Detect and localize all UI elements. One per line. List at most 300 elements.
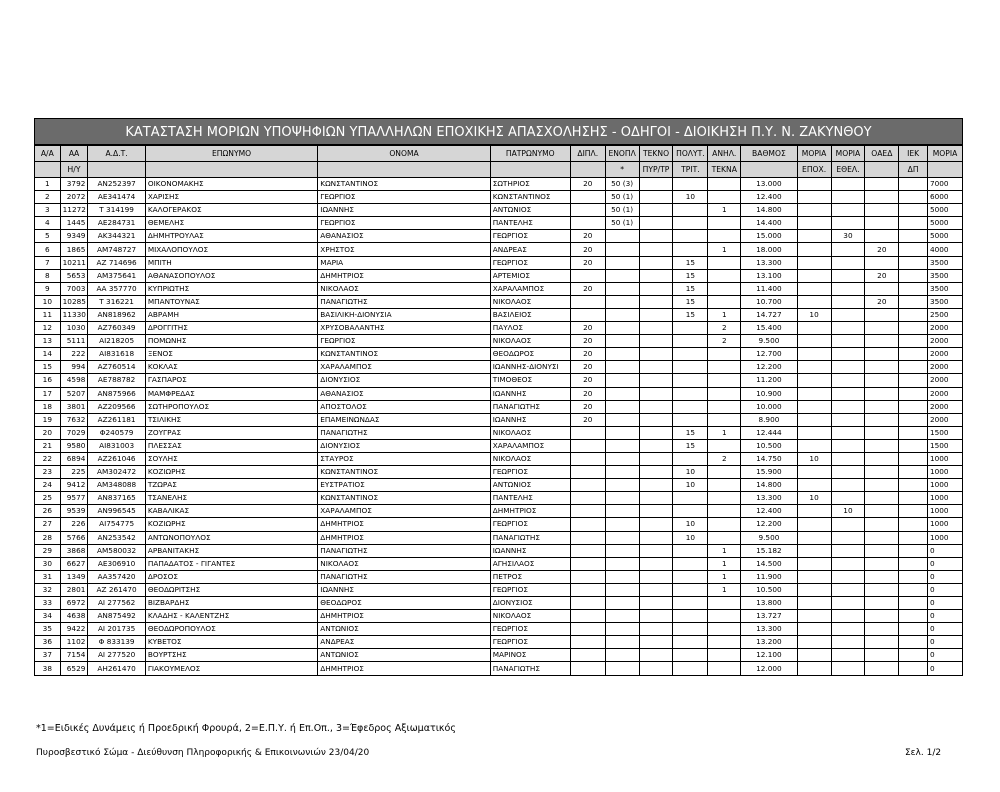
cell-army (605, 636, 639, 649)
cell-points-seasonal (797, 191, 831, 204)
header-row-sub (35, 162, 963, 178)
cell-large-family (639, 295, 673, 308)
table-row (35, 204, 963, 217)
cell-points-seasonal (797, 544, 831, 557)
cell-first-name: ΔΙΟΝΥΣΙΟΣ (318, 439, 490, 452)
cell-large-family (639, 583, 673, 596)
cell-multi-child (673, 361, 708, 374)
cell-minor-children (708, 439, 741, 452)
cell-surname: ΓΑΣΠΑΡΟΣ (145, 374, 317, 387)
cell-points-volunteer (831, 544, 865, 557)
cell-diploma (570, 191, 605, 204)
cell-points-volunteer (831, 610, 865, 623)
header-sub-father-name (490, 162, 570, 178)
cell-minor-children (708, 505, 741, 518)
cell-adt: ΑΙ754775 (88, 518, 145, 531)
cell-diploma: 20 (570, 348, 605, 361)
table-row (35, 452, 963, 465)
table-row (35, 649, 963, 662)
cell-grade: 11.900 (741, 570, 797, 583)
cell-points-volunteer (831, 256, 865, 269)
cell-army: 50 (1) (605, 217, 639, 230)
cell-surname: ΑΘΑΝΑΣΟΠΟΥΛΟΣ (145, 269, 317, 282)
cell-iek-dp (899, 295, 928, 308)
cell-aa-hy: 10211 (60, 256, 88, 269)
table-row (35, 570, 963, 583)
cell-army (605, 348, 639, 361)
cell-minor-children (708, 348, 741, 361)
cell-large-family (639, 178, 673, 191)
cell-total-points: 2000 (928, 335, 963, 348)
cell-adt: ΑΝ253542 (88, 531, 145, 544)
cell-multi-child: 10 (673, 531, 708, 544)
cell-points-volunteer (831, 452, 865, 465)
cell-surname: ΚΑΛΟΓΕΡΑΚΟΣ (145, 204, 317, 217)
cell-points-volunteer (831, 178, 865, 191)
cell-multi-child (673, 322, 708, 335)
cell-iek-dp (899, 282, 928, 295)
table-row (35, 387, 963, 400)
cell-first-name: ΔΗΜΗΤΡΙΟΣ (318, 662, 490, 675)
cell-father-name: ΑΡΤΕΜΙΟΣ (490, 269, 570, 282)
header-sub-adt (88, 162, 145, 178)
cell-iek-dp (899, 583, 928, 596)
cell-father-name: ΠΕΤΡΟΣ (490, 570, 570, 583)
cell-total-points: 2500 (928, 308, 963, 321)
cell-oaed (865, 531, 899, 544)
cell-iek-dp (899, 191, 928, 204)
cell-father-name: ΝΙΚΟΛΑΟΣ (490, 452, 570, 465)
cell-multi-child (673, 492, 708, 505)
cell-surname: ΣΩΤΗΡΟΠΟΥΛΟΣ (145, 400, 317, 413)
cell-aa: 26 (35, 505, 61, 518)
cell-father-name: ΔΗΜΗΤΡΙΟΣ (490, 505, 570, 518)
cell-iek-dp (899, 597, 928, 610)
cell-multi-child: 15 (673, 282, 708, 295)
cell-army (605, 269, 639, 282)
cell-first-name: ΝΙΚΟΛΑΟΣ (318, 282, 490, 295)
footnote: *1=Ειδικές Δυνάμεις ή Προεδρική Φρουρά, 2=Ε.Π.Υ. ή Επ.Οπ., 3=Έφεδρος Αξιωματικός (36, 723, 456, 734)
cell-points-seasonal (797, 230, 831, 243)
cell-father-name: ΑΝΔΡΕΑΣ (490, 243, 570, 256)
cell-total-points: 3500 (928, 295, 963, 308)
cell-multi-child: 15 (673, 426, 708, 439)
cell-first-name: ΙΩΑΝΝΗΣ (318, 583, 490, 596)
cell-first-name: ΔΗΜΗΤΡΙΟΣ (318, 531, 490, 544)
cell-aa-hy: 6972 (60, 597, 88, 610)
table-row (35, 295, 963, 308)
cell-surname: ΚΟΖΙΩΡΗΣ (145, 518, 317, 531)
cell-army (605, 400, 639, 413)
table-row (35, 413, 963, 426)
cell-surname: ΘΕΟΔΩΡΙΤΣΗΣ (145, 583, 317, 596)
cell-oaed (865, 178, 899, 191)
cell-minor-children (708, 361, 741, 374)
cell-father-name: ΠΑΝΤΕΛΗΣ (490, 217, 570, 230)
table-row (35, 335, 963, 348)
cell-grade: 18.000 (741, 243, 797, 256)
cell-father-name: ΙΩΑΝΝΗΣ (490, 544, 570, 557)
cell-points-seasonal (797, 322, 831, 335)
cell-aa-hy: 9422 (60, 623, 88, 636)
cell-points-seasonal (797, 256, 831, 269)
cell-minor-children: 1 (708, 557, 741, 570)
cell-multi-child (673, 570, 708, 583)
cell-adt: ΑΜ302472 (88, 466, 145, 479)
cell-aa: 27 (35, 518, 61, 531)
cell-minor-children (708, 217, 741, 230)
cell-multi-child (673, 623, 708, 636)
cell-first-name: ΕΠΑΜΕΙΝΩΝΔΑΣ (318, 413, 490, 426)
cell-aa: 11 (35, 308, 61, 321)
cell-aa-hy: 2072 (60, 191, 88, 204)
cell-surname: ΚΟΖΙΩΡΗΣ (145, 466, 317, 479)
cell-army (605, 479, 639, 492)
cell-total-points: 1000 (928, 518, 963, 531)
cell-adt: ΑΑ 357770 (88, 282, 145, 295)
cell-surname: ΠΑΠΑΔΑΤΟΣ - ΓΙΓΑΝΤΕΣ (145, 557, 317, 570)
candidates-table (34, 145, 963, 676)
cell-iek-dp (899, 269, 928, 282)
cell-father-name: ΧΑΡΑΛΑΜΠΟΣ (490, 282, 570, 295)
cell-aa-hy: 1865 (60, 243, 88, 256)
cell-adt: ΑΝ252397 (88, 178, 145, 191)
header-multi-child: ΠΟΛΥΤ. (673, 146, 708, 162)
cell-grade: 15.182 (741, 544, 797, 557)
cell-surname: ΚΛΑΔΗΣ - ΚΑΛΕΝΤΖΗΣ (145, 610, 317, 623)
cell-points-seasonal (797, 623, 831, 636)
cell-aa: 9 (35, 282, 61, 295)
cell-diploma (570, 492, 605, 505)
cell-large-family (639, 256, 673, 269)
cell-father-name: ΓΕΩΡΓΙΟΣ (490, 256, 570, 269)
cell-army (605, 518, 639, 531)
table-row (35, 636, 963, 649)
cell-aa-hy: 9580 (60, 439, 88, 452)
cell-multi-child: 10 (673, 466, 708, 479)
cell-diploma (570, 570, 605, 583)
cell-minor-children: 1 (708, 308, 741, 321)
cell-multi-child (673, 243, 708, 256)
cell-points-seasonal (797, 348, 831, 361)
cell-grade: 12.200 (741, 518, 797, 531)
header-sub-points-seasonal: ΕΠΟΧ. (797, 162, 831, 178)
cell-aa-hy: 994 (60, 361, 88, 374)
cell-grade: 13.800 (741, 597, 797, 610)
cell-points-volunteer (831, 557, 865, 570)
cell-first-name: ΑΝΤΩΝΙΟΣ (318, 623, 490, 636)
cell-minor-children (708, 662, 741, 675)
cell-diploma: 20 (570, 178, 605, 191)
cell-total-points: 2000 (928, 413, 963, 426)
cell-adt: ΑΖ209566 (88, 400, 145, 413)
cell-surname: ΓΙΑΚΟΥΜΕΛΟΣ (145, 662, 317, 675)
cell-points-volunteer (831, 439, 865, 452)
cell-army (605, 505, 639, 518)
cell-surname: ΑΝΤΩΝΟΠΟΥΛΟΣ (145, 531, 317, 544)
cell-aa: 36 (35, 636, 61, 649)
cell-large-family (639, 505, 673, 518)
cell-grade: 14.800 (741, 479, 797, 492)
cell-aa: 31 (35, 570, 61, 583)
cell-iek-dp (899, 492, 928, 505)
cell-diploma (570, 452, 605, 465)
header-total-points: ΜΟΡΙΑ (928, 146, 963, 162)
cell-army (605, 583, 639, 596)
cell-iek-dp (899, 348, 928, 361)
cell-points-seasonal (797, 583, 831, 596)
table-row (35, 256, 963, 269)
header-iek-dp: ΙΕΚ (899, 146, 928, 162)
cell-points-seasonal: 10 (797, 492, 831, 505)
cell-iek-dp (899, 636, 928, 649)
cell-oaed (865, 466, 899, 479)
cell-father-name: ΓΕΩΡΓΙΟΣ (490, 466, 570, 479)
cell-multi-child (673, 583, 708, 596)
cell-total-points: 2000 (928, 361, 963, 374)
cell-points-volunteer (831, 204, 865, 217)
cell-grade: 9.500 (741, 335, 797, 348)
cell-aa: 3 (35, 204, 61, 217)
header-oaed: ΟΑΕΔ (865, 146, 899, 162)
cell-first-name: ΑΘΑΝΑΣΙΟΣ (318, 230, 490, 243)
cell-army (605, 557, 639, 570)
cell-points-seasonal (797, 335, 831, 348)
cell-iek-dp (899, 518, 928, 531)
cell-large-family (639, 413, 673, 426)
cell-diploma: 20 (570, 256, 605, 269)
cell-grade: 12.400 (741, 505, 797, 518)
cell-adt: ΑΖ261181 (88, 413, 145, 426)
cell-father-name: ΚΩΝΣΤΑΝΤΙΝΟΣ (490, 191, 570, 204)
table-row (35, 662, 963, 675)
header-father-name: ΠΑΤΡΩΝΥΜΟ (490, 146, 570, 162)
cell-points-volunteer (831, 243, 865, 256)
header-sub-large-family: ΠΥΡ/ΤΡ (639, 162, 673, 178)
cell-total-points: 3500 (928, 282, 963, 295)
cell-large-family (639, 439, 673, 452)
cell-diploma (570, 518, 605, 531)
cell-total-points: 0 (928, 544, 963, 557)
cell-adt: ΑΙ 277562 (88, 597, 145, 610)
cell-army (605, 374, 639, 387)
cell-large-family (639, 269, 673, 282)
cell-aa: 15 (35, 361, 61, 374)
cell-points-seasonal (797, 531, 831, 544)
cell-points-seasonal (797, 649, 831, 662)
cell-aa-hy: 5653 (60, 269, 88, 282)
cell-multi-child (673, 413, 708, 426)
cell-father-name: ΧΑΡΑΛΑΜΠΟΣ (490, 439, 570, 452)
cell-points-seasonal (797, 178, 831, 191)
cell-minor-children (708, 531, 741, 544)
cell-army (605, 335, 639, 348)
cell-surname: ΣΟΥΛΗΣ (145, 452, 317, 465)
cell-first-name: ΚΩΝΣΤΑΝΤΙΝΟΣ (318, 492, 490, 505)
cell-father-name: ΙΩΑΝΝΗΣ (490, 387, 570, 400)
cell-first-name: ΓΕΩΡΓΙΟΣ (318, 217, 490, 230)
cell-adt: ΑΖ760349 (88, 322, 145, 335)
cell-aa-hy: 9539 (60, 505, 88, 518)
cell-surname: ΘΕΟΔΩΡΟΠΟΥΛΟΣ (145, 623, 317, 636)
cell-minor-children (708, 282, 741, 295)
cell-adt: ΑΝ875492 (88, 610, 145, 623)
cell-adt: Τ 316221 (88, 295, 145, 308)
cell-aa: 10 (35, 295, 61, 308)
cell-army (605, 322, 639, 335)
cell-points-volunteer (831, 492, 865, 505)
cell-army (605, 662, 639, 675)
cell-surname: ΠΟΜΩΝΗΣ (145, 335, 317, 348)
cell-multi-child (673, 387, 708, 400)
cell-minor-children (708, 256, 741, 269)
table-row (35, 282, 963, 295)
cell-aa: 32 (35, 583, 61, 596)
header-row (35, 146, 963, 162)
cell-large-family (639, 387, 673, 400)
cell-large-family (639, 374, 673, 387)
cell-total-points: 1000 (928, 466, 963, 479)
cell-multi-child (673, 544, 708, 557)
cell-points-seasonal (797, 361, 831, 374)
cell-army (605, 361, 639, 374)
cell-oaed (865, 492, 899, 505)
cell-multi-child (673, 335, 708, 348)
cell-iek-dp (899, 230, 928, 243)
cell-oaed (865, 623, 899, 636)
cell-points-seasonal (797, 387, 831, 400)
cell-total-points: 5000 (928, 230, 963, 243)
cell-aa-hy: 7154 (60, 649, 88, 662)
cell-points-seasonal (797, 374, 831, 387)
cell-adt: Τ 314199 (88, 204, 145, 217)
cell-diploma (570, 466, 605, 479)
cell-large-family (639, 426, 673, 439)
cell-total-points: 0 (928, 623, 963, 636)
cell-diploma (570, 217, 605, 230)
header-points-volunteer: ΜΟΡΙΑ (831, 146, 865, 162)
table-row (35, 191, 963, 204)
header-sub-total-points (928, 162, 963, 178)
cell-father-name: ΝΙΚΟΛΑΟΣ (490, 295, 570, 308)
cell-points-volunteer (831, 636, 865, 649)
header-sub-diploma (570, 162, 605, 178)
cell-large-family (639, 191, 673, 204)
cell-first-name: ΚΩΝΣΤΑΝΤΙΝΟΣ (318, 466, 490, 479)
cell-father-name: ΝΙΚΟΛΑΟΣ (490, 610, 570, 623)
cell-oaed (865, 191, 899, 204)
cell-adt: ΑΝ996545 (88, 505, 145, 518)
cell-large-family (639, 544, 673, 557)
cell-first-name: ΠΑΝΑΓΙΩΤΗΣ (318, 295, 490, 308)
cell-minor-children: 1 (708, 204, 741, 217)
cell-adt: ΑΝ818962 (88, 308, 145, 321)
cell-iek-dp (899, 426, 928, 439)
cell-aa-hy: 3868 (60, 544, 88, 557)
cell-multi-child (673, 597, 708, 610)
cell-aa: 4 (35, 217, 61, 230)
cell-oaed (865, 230, 899, 243)
cell-grade: 11.400 (741, 282, 797, 295)
cell-aa: 19 (35, 413, 61, 426)
cell-adt: ΑΖ760514 (88, 361, 145, 374)
cell-points-seasonal (797, 217, 831, 230)
cell-minor-children (708, 269, 741, 282)
cell-multi-child (673, 374, 708, 387)
cell-oaed (865, 361, 899, 374)
header-diploma: ΔΙΠΛ. (570, 146, 605, 162)
cell-multi-child (673, 649, 708, 662)
cell-aa-hy: 6894 (60, 452, 88, 465)
cell-adt: ΑΕ284731 (88, 217, 145, 230)
cell-first-name: ΘΕΟΔΩΡΟΣ (318, 597, 490, 610)
cell-points-seasonal (797, 269, 831, 282)
cell-adt: ΑΜ748727 (88, 243, 145, 256)
cell-diploma (570, 505, 605, 518)
cell-points-seasonal (797, 570, 831, 583)
cell-diploma (570, 531, 605, 544)
cell-points-volunteer (831, 400, 865, 413)
cell-surname: ΞΕΝΟΣ (145, 348, 317, 361)
cell-total-points: 0 (928, 649, 963, 662)
cell-grade: 15.900 (741, 466, 797, 479)
cell-oaed (865, 308, 899, 321)
cell-large-family (639, 322, 673, 335)
cell-iek-dp (899, 256, 928, 269)
cell-total-points: 0 (928, 557, 963, 570)
cell-grade: 11.200 (741, 374, 797, 387)
cell-father-name: ΓΕΩΡΓΙΟΣ (490, 636, 570, 649)
cell-surname: ΔΡΟΓΓΙΤΗΣ (145, 322, 317, 335)
cell-first-name: ΑΘΑΝΑΣΙΟΣ (318, 387, 490, 400)
cell-points-seasonal (797, 243, 831, 256)
cell-adt: ΑΖ 714696 (88, 256, 145, 269)
cell-aa: 6 (35, 243, 61, 256)
cell-multi-child (673, 452, 708, 465)
cell-grade: 14.727 (741, 308, 797, 321)
cell-total-points: 0 (928, 583, 963, 596)
cell-points-seasonal (797, 597, 831, 610)
cell-large-family (639, 230, 673, 243)
cell-adt: ΑΚ344321 (88, 230, 145, 243)
cell-multi-child (673, 662, 708, 675)
cell-father-name: ΝΙΚΟΛΑΟΣ (490, 335, 570, 348)
cell-points-seasonal (797, 439, 831, 452)
footer-source: Πυροσβεστικό Σώμα - Διεύθυνση Πληροφορικής & Επικοινωνιών 23/04/20 (36, 748, 370, 758)
cell-points-volunteer: 30 (831, 230, 865, 243)
table-row (35, 583, 963, 596)
table-row (35, 531, 963, 544)
cell-large-family (639, 610, 673, 623)
cell-points-volunteer (831, 217, 865, 230)
cell-minor-children (708, 387, 741, 400)
cell-aa: 8 (35, 269, 61, 282)
cell-diploma: 20 (570, 374, 605, 387)
cell-grade: 13.300 (741, 623, 797, 636)
cell-iek-dp (899, 178, 928, 191)
cell-large-family (639, 557, 673, 570)
cell-total-points: 2000 (928, 348, 963, 361)
cell-first-name: ΚΩΝΣΤΑΝΤΙΝΟΣ (318, 178, 490, 191)
cell-grade: 10.700 (741, 295, 797, 308)
table-row (35, 269, 963, 282)
header-large-family: ΤΕΚΝΟ (639, 146, 673, 162)
cell-iek-dp (899, 308, 928, 321)
cell-aa: 5 (35, 230, 61, 243)
cell-points-volunteer (831, 479, 865, 492)
header-sub-oaed (865, 162, 899, 178)
cell-iek-dp (899, 400, 928, 413)
